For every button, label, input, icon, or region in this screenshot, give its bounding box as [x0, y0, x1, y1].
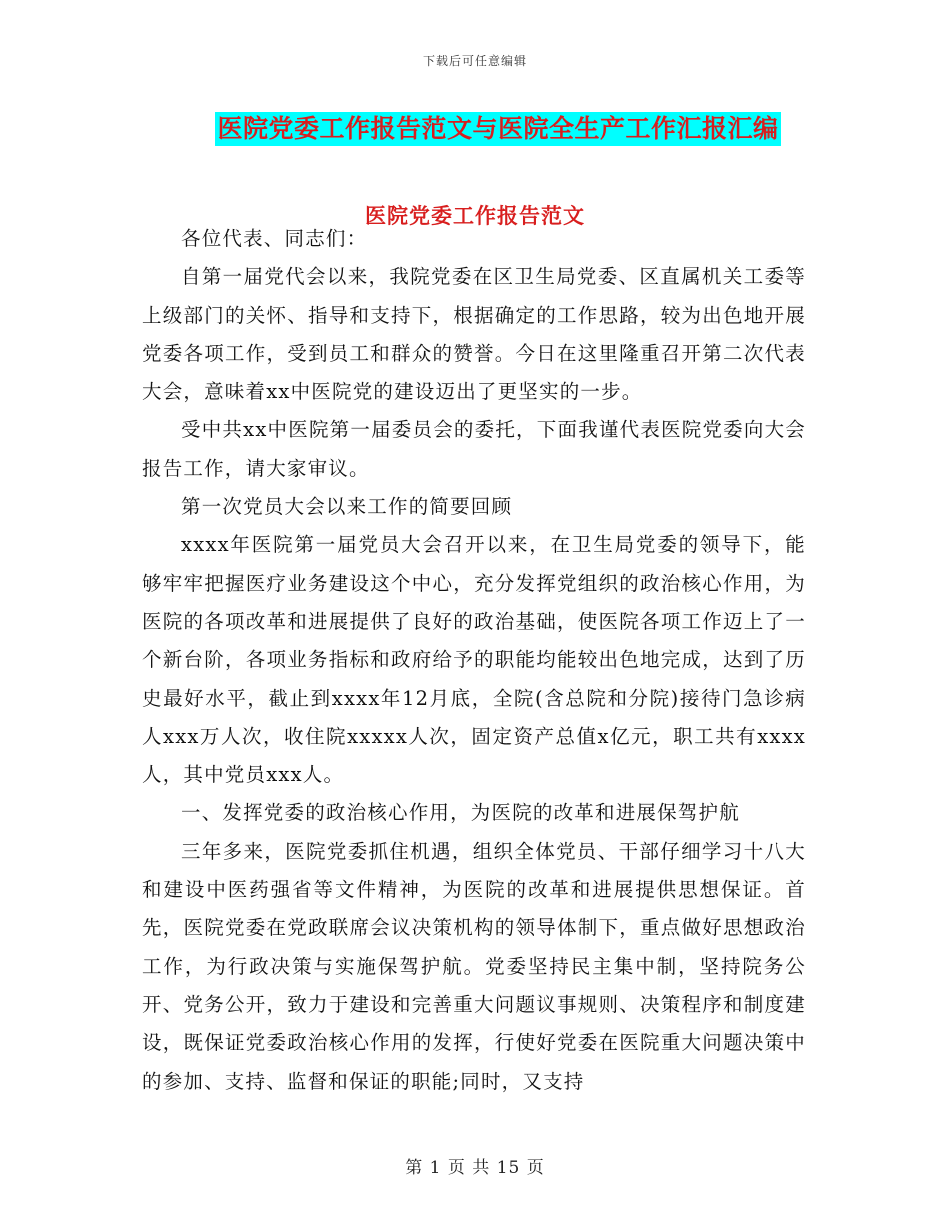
page-header-note: 下载后可任意编辑 — [422, 54, 527, 68]
document-body — [142, 220, 806, 1101]
document-title: 医院党委工作报告范文与医院全生产工作汇报汇编 — [215, 112, 780, 146]
paragraph: 自第一届党代会以来，我院党委在区卫生局党委、区直属机关工委等上级部门的关怀、指导和支持下，根据确定的工作思路，较为出色地开展党委各项工作，受到员工和群众的赞誉。今日在这里隆重召开第二次代表大会，意味着xx中医院党的建设迈出了更坚实的一步。 — [142, 265, 806, 404]
paragraph-heading: 第一次党员大会以来工作的简要回顾 — [181, 495, 513, 519]
paragraph: 三年多来，医院党委抓住机遇，组织全体党员、干部仔细学习十八大和建设中医药强省等文件精神，为医院的改革和进展提供思想保证。首先，医院党委在党政联席会议决策机构的领导体制下，重点做好思想政治工作，为行政决策与实施保驾护航。党委坚持民主集中制，坚持院务公开、党务公开，致力于建设和完善重大问题议事规则、决策程序和制度建设，既保证党委政治核心作用的发挥，行使好党委在医院重大问题决策中的参加、支持、监督和保证的职能;同时，又支持 — [142, 839, 806, 1093]
section-title: 医院党委工作报告范文 — [365, 203, 585, 228]
paragraph-heading: 一、发挥党委的政治核心作用，为医院的改革和进展保驾护航 — [181, 801, 740, 825]
paragraph: 受中共xx中医院第一届委员会的委托，下面我谨代表医院党委向大会报告工作，请大家审议。 — [142, 418, 806, 480]
paragraph-salutation: 各位代表、同志们： — [181, 227, 368, 250]
paragraph: xxxx年医院第一届党员大会召开以来，在卫生局党委的领导下，能够牢牢把握医疗业务建设这个中心，充分发挥党组织的政治核心作用，为医院的各项改革和进展提供了良好的政治基础，使医院各项工作迈上了一个新台阶，各项业务指标和政府给予的职能均能较出色地完成，达到了历史最好水平，截止到xxxx年12月底，全院(含总院和分院)接待门急诊病人xxx万人次，收住院xxxxx人次，固定资产总值x亿元，职工共有xxxx人，其中党员xxx人。 — [142, 533, 806, 787]
page-footer-number: 第 1 页 共 15 页 — [405, 1158, 545, 1178]
document-title-container — [0, 112, 950, 146]
